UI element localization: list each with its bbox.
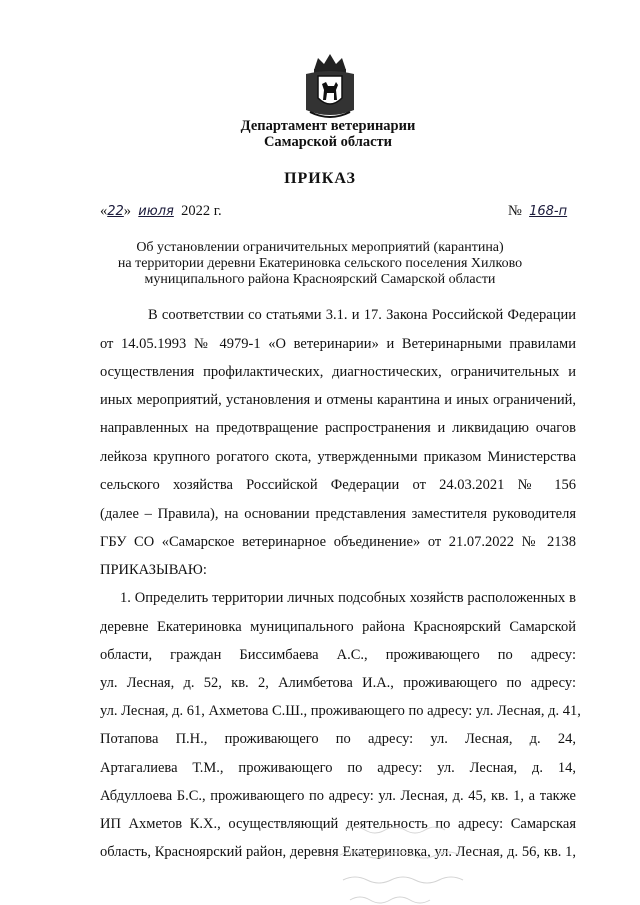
subject-line: муниципального района Красноярский Самарской области (144, 272, 496, 287)
order-subject (0, 240, 640, 288)
body-line: ГБУ СО «Самарское ветеринарное объединение» от 21.07.2022 № 2138 (100, 534, 576, 550)
date-close-quote: » (123, 203, 132, 219)
department-line-1: Департамент ветеринарии (240, 118, 416, 134)
body-line: ул. Лесная, д. 61, Ахметова С.Ш., проживающего по адресу: ул. Лесная, д. 41, (100, 703, 581, 719)
date-year: 2022 г. (181, 203, 222, 219)
body-line: (далее – Правила), на основании представления заместителя руководителя (100, 506, 576, 522)
body-line: ул. Лесная, д. 52, кв. 2, Алимбетова И.А., проживающего по адресу: (100, 675, 576, 691)
subject-line: Об установлении ограничительных мероприятий (карантина) (136, 240, 504, 255)
body-line: от 14.05.1993 № 4979-1 «О ветеринарии» и Ветеринарными правилами (100, 336, 576, 352)
body-line: деревне Екатериновка муниципального района Красноярский Самарской (100, 619, 576, 635)
body-line: ИП Ахметов К.Х., осуществляющий деятельность по адресу: Самарская (100, 816, 576, 832)
body-line: осуществления профилактических, диагностических, ограничительных и (100, 364, 576, 380)
body-line: области, граждан Биссимбаева А.С., проживающего по адресу: (100, 647, 576, 663)
department-name (0, 118, 640, 150)
document-title: ПРИКАЗ (284, 170, 356, 187)
body-line: Потапова П.Н., проживающего по адресу: ул. Лесная, д. 24, (100, 731, 576, 747)
order-number (508, 203, 567, 220)
body-line: 1. Определить территории личных подсобных хозяйств расположенных в (120, 590, 576, 606)
faded-stamp-imprint (335, 810, 515, 905)
body-line: Абдуллоева Б.С., проживающего по адресу: ул. Лесная, д. 45, кв. 1, а также (100, 788, 576, 804)
subject-line: на территории деревни Екатериновка сельского поселения Хилково (117, 256, 523, 271)
date-day: 22 (107, 204, 124, 219)
body-line: В соответствии со статьями 3.1. и 17. Закона Российской Федерации (148, 307, 576, 323)
body-line: лейкоза крупного рогатого скота, утвержденными приказом Министерства (100, 449, 576, 465)
department-line-2: Самарской области (263, 134, 393, 150)
date-open-quote: « (100, 203, 108, 219)
body-line: сельского хозяйства Российской Федерации от 24.03.2021 № 156 (100, 477, 576, 493)
body-line: область, Красноярский район, деревня Екатериновка, ул. Лесная, д. 56, кв. 1, (100, 844, 576, 860)
number-value: 168-п (529, 204, 568, 219)
body-line: ПРИКАЗЫВАЮ: (100, 562, 207, 578)
body-line: направленных на предотвращение распространения и ликвидацию очагов (100, 420, 576, 436)
samara-coat-of-arms-icon (300, 50, 360, 122)
number-label: № (508, 203, 522, 219)
body-line: Артагалиева Т.М., проживающего по адресу: ул. Лесная, д. 14, (100, 760, 576, 776)
date-month: июля (138, 204, 174, 219)
body-line: иных мероприятий, установления и отмены карантина и иных ограничений, (100, 392, 576, 408)
order-date (100, 203, 222, 220)
